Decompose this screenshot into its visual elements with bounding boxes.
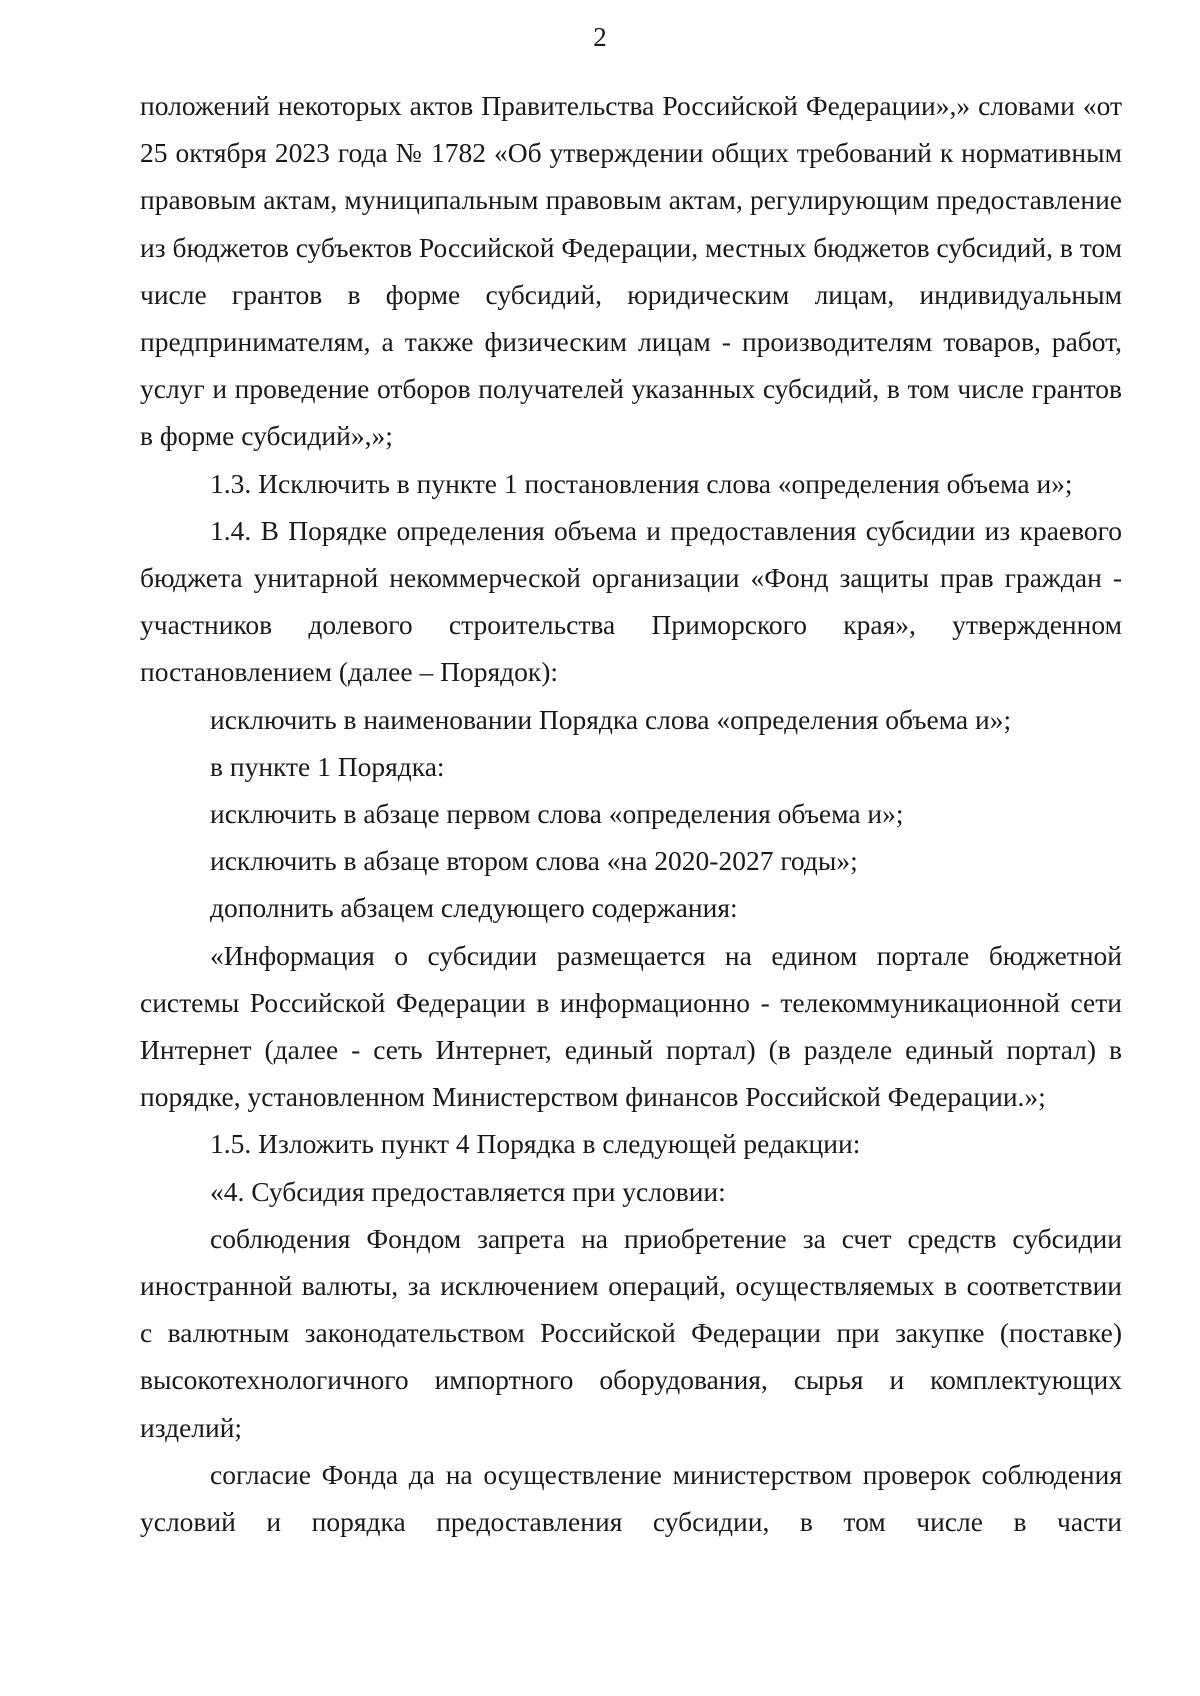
paragraph-condition-consent: согласие Фонда да на осуществление министерством проверок соблюдения условий и порядка предоставления субсидии, в том числе в части (140, 1458, 1122, 1538)
paragraph-exclude-first: исключить в абзаце первом слова «определения объема и»; (210, 798, 904, 830)
paragraph-item-1-5: 1.5. Изложить пункт 4 Порядка в следующей редакции: (210, 1128, 861, 1160)
paragraph-item-1-4: 1.4. В Порядке определения объема и предоставления субсидии из краевого бюджета унитарной некоммерческой организации «Фонд защиты прав граждан - участников долевого строительства Приморского края», утвержденном постановлением (далее – Порядок): (140, 514, 1122, 688)
paragraph-exclude-title: исключить в наименовании Порядка слова «определения объема и»; (210, 703, 1012, 735)
paragraph-exclude-second: исключить в абзаце втором слова «на 2020-2027 годы»; (210, 845, 858, 877)
paragraph-info-subsidy: «Информация о субсидии размещается на едином портале бюджетной системы Российской Федерации в информационно - телекоммуникационной сети Интернет (далее - сеть Интернет, единый портал) (в разделе единый портал) в порядке, установленном Министерством финансов Российской Федерации.»; (140, 939, 1122, 1113)
paragraph-point-1: в пункте 1 Порядка: (210, 750, 445, 782)
paragraph-item-1-3: 1.3. Исключить в пункте 1 постановления слова «определения объема и»; (210, 467, 1073, 499)
paragraph-point-4: «4. Субсидия предоставляется при условии: (210, 1175, 726, 1207)
paragraph-condition-currency: соблюдения Фондом запрета на приобретение за счет средств субсидии иностранной валюты, за исключением операций, осуществляемых в соответствии с валютным законодательством Российской Федерации при закупке (поставке) высокотехнологичного импортного оборудования, сырья и комплектующих изделий; (140, 1222, 1122, 1443)
page-number: 2 (593, 22, 607, 52)
document-body (140, 82, 1122, 1545)
paragraph-continuation: положений некоторых актов Правительства Российской Федерации»,» словами «от 25 октября 2023 года № 1782 «Об утверждении общих требований к нормативным правовым актам, муниципальным правовым актам, регулирующим предоставление из бюджетов субъектов Российской Федерации, местных бюджетов субсидий, в том числе грантов в форме субсидий, юридическим лицам, индивидуальным предпринимателям, а также физическим лицам - производителям товаров, работ, услуг и проведение отборов получателей указанных субсидий, в том числе грантов в форме субсидий»,»; (140, 90, 1122, 452)
paragraph-add-abzac: дополнить абзацем следующего содержания: (210, 892, 738, 924)
